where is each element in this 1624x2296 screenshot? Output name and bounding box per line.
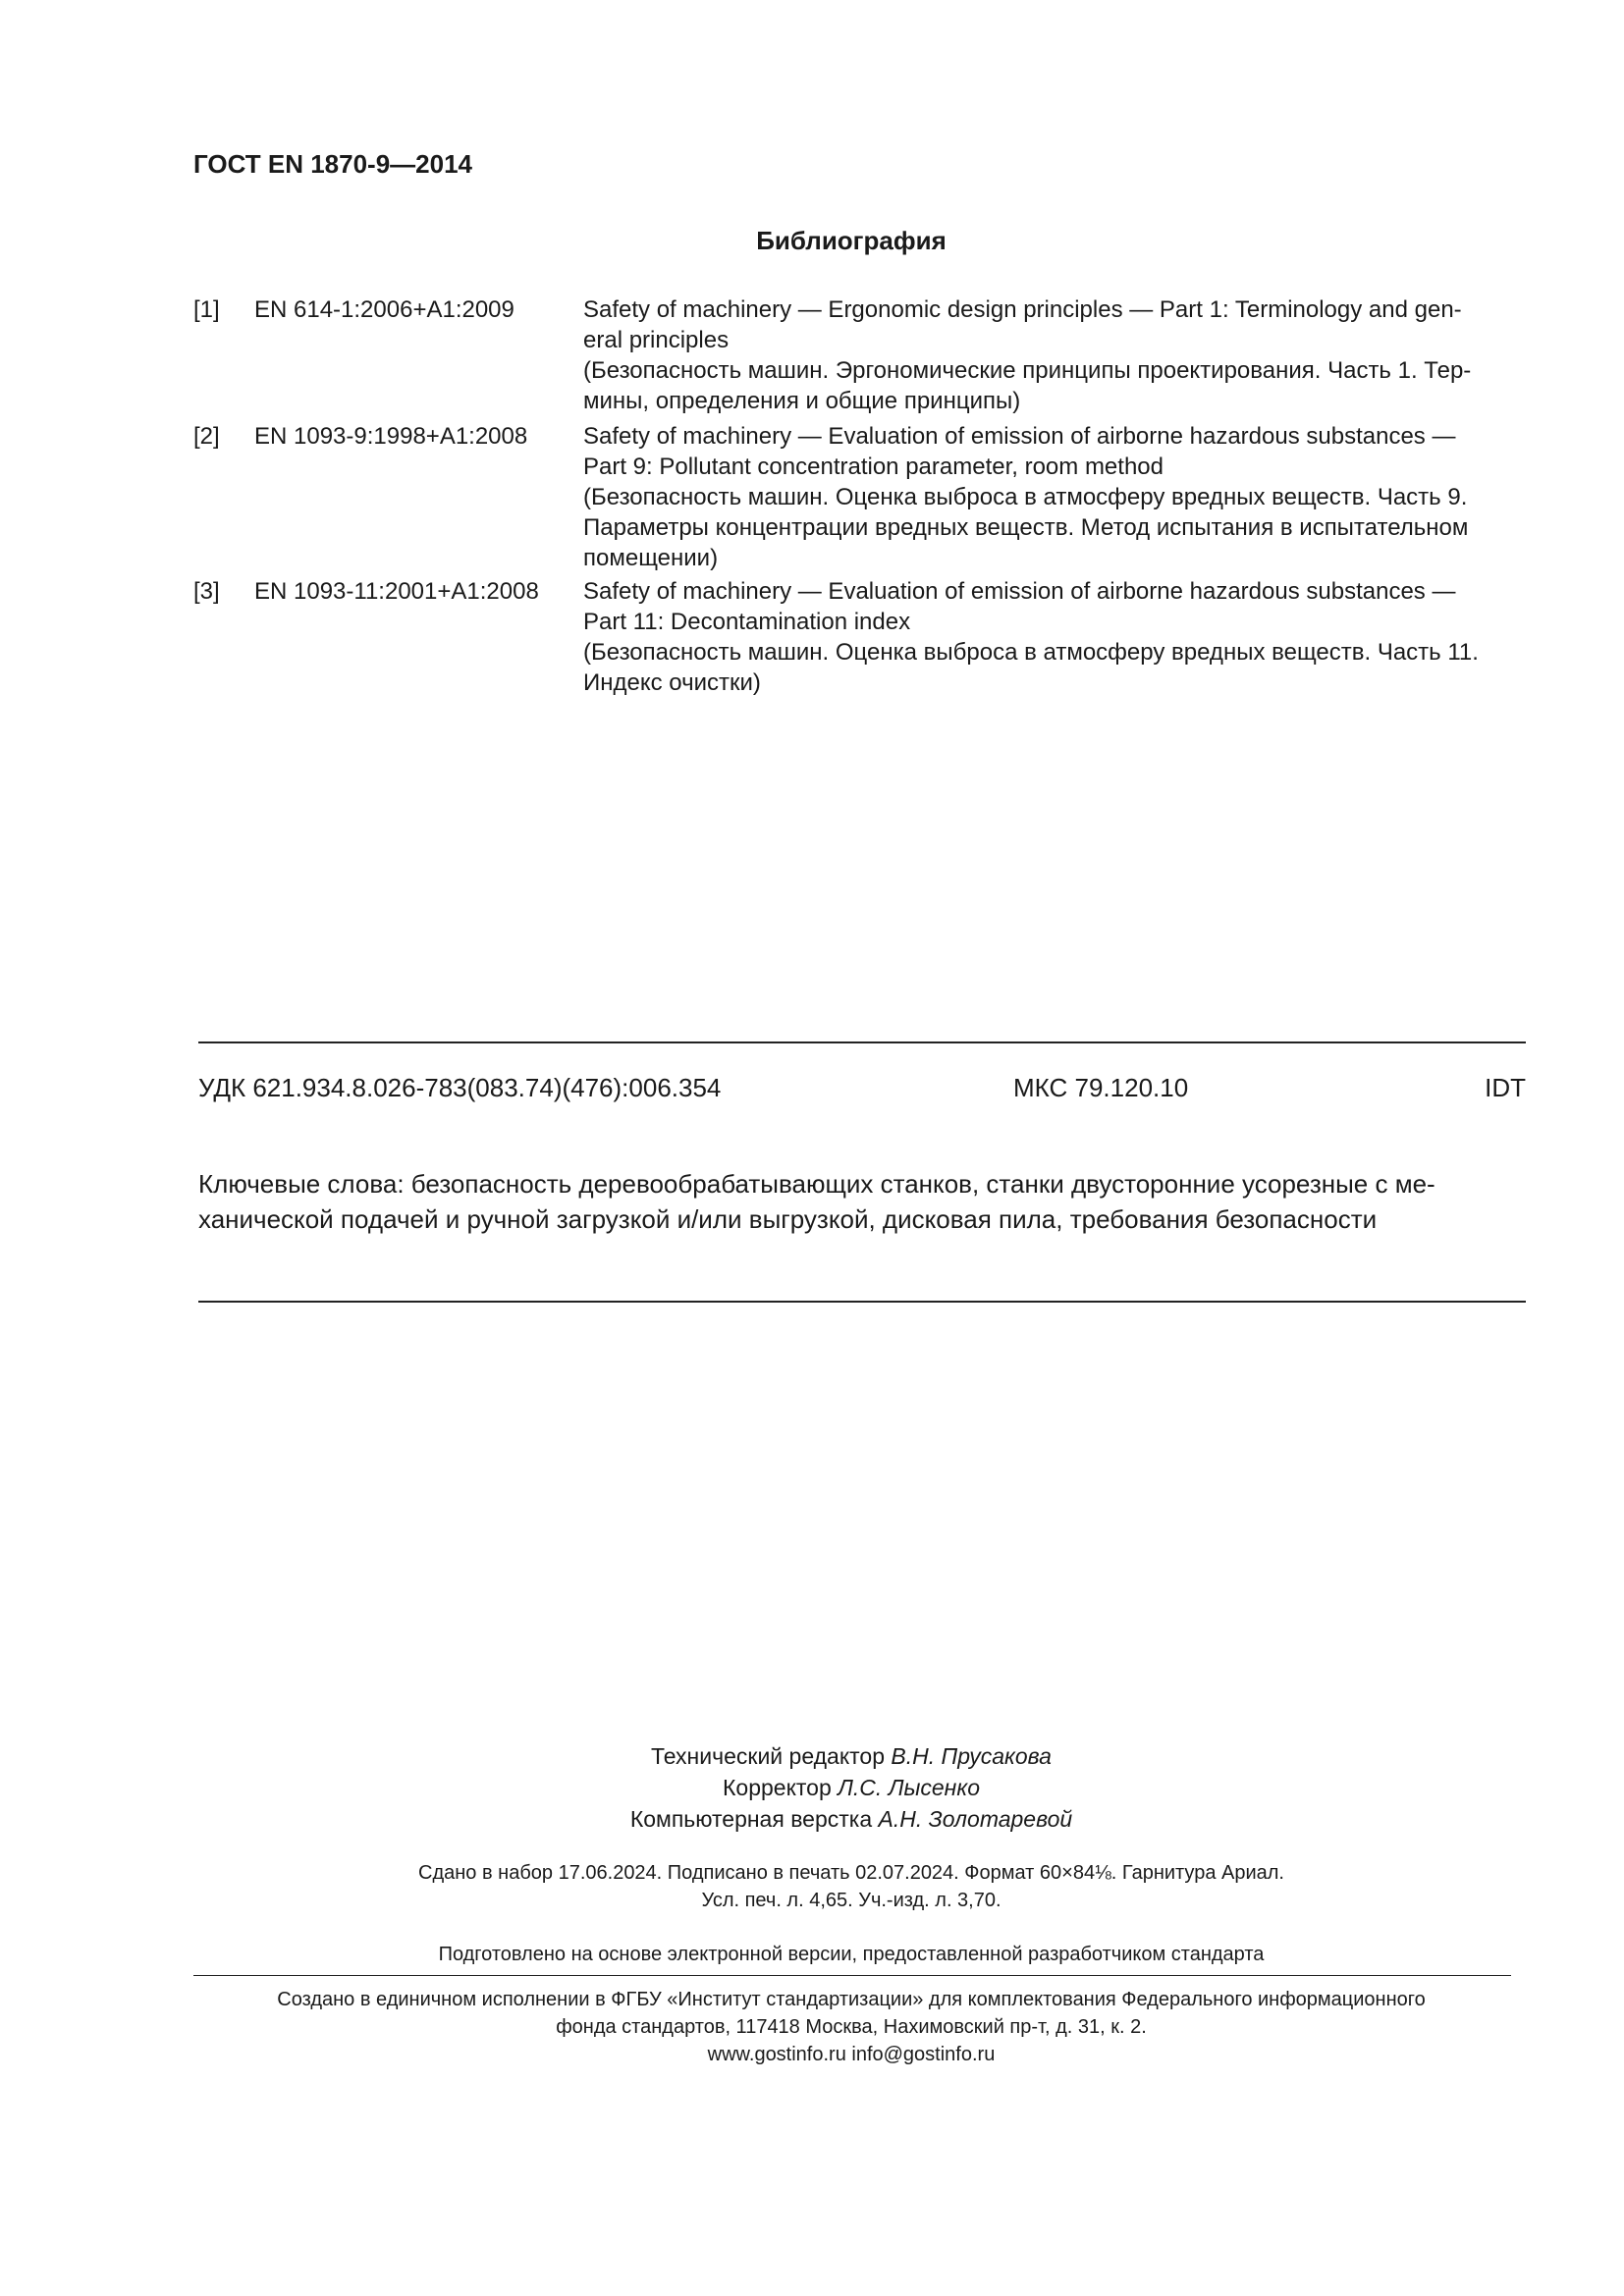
entry-number: [2] (193, 423, 220, 450)
credit-line (0, 1740, 1624, 1772)
credit-line (0, 1772, 1624, 1803)
publisher-line: Создано в единичном исполнении в ФГБУ «Институт стандартизации» для комплектования Федерального информационного (277, 1989, 1426, 2010)
publisher-contacts: www.gostinfo.ru info@gostinfo.ru (707, 2044, 996, 2065)
entry-code: EN 1093-11:2001+A1:2008 (254, 578, 539, 605)
credit-role: Компьютерная верстка (629, 1806, 873, 1832)
entry-line: (Безопасность машин. Эргономические принципы проектирования. Часть 1. Тер- (583, 357, 1472, 384)
entry-line: Part 9: Pollutant concentration parameter, room method (583, 454, 1164, 480)
document-code: ГОСТ EN 1870-9—2014 (193, 149, 472, 179)
bibliography-entry (193, 294, 1529, 416)
credit-name: В.Н. Прусакова (891, 1743, 1052, 1769)
credit-name: Л.С. Лысенко (838, 1775, 980, 1800)
entry-number: [3] (193, 578, 220, 605)
entry-number: [1] (193, 296, 220, 323)
idt-label: IDT (1485, 1073, 1526, 1102)
imprint-line: Усл. печ. л. 4,65. Уч.-изд. л. 3,70. (701, 1890, 1001, 1911)
entry-description (583, 294, 1529, 416)
mks-code: МКС 79.120.10 (1013, 1073, 1189, 1102)
entry-line: Part 11: Decontamination index (583, 609, 911, 635)
entry-line: Параметры концентрации вредных веществ. Метод испытания в испытательном (583, 514, 1469, 541)
bibliography-entry (193, 576, 1529, 698)
entry-line: Индекс очистки) (583, 669, 761, 696)
bibliography-title: Библиография (756, 226, 947, 255)
entry-line: Safety of machinery — Evaluation of emission of airborne hazardous substances — (583, 423, 1456, 450)
udk-code: УДК 621.934.8.026-783(083.74)(476):006.354 (198, 1073, 722, 1102)
entry-description (583, 421, 1529, 573)
keywords-line: Ключевые слова: безопасность деревообрабатывающих станков, станки двусторонние усорезные с ме- (198, 1169, 1435, 1199)
imprint-divider (193, 1975, 1511, 1976)
entry-line: мины, определения и общие принципы) (583, 388, 1021, 414)
entry-line: помещении) (583, 545, 719, 571)
credit-role: Корректор (723, 1775, 832, 1800)
imprint-line: Сдано в набор 17.06.2024. Подписано в печать 02.07.2024. Формат 60×84⅛. Гарнитура Ариал. (418, 1862, 1284, 1884)
entry-line: Safety of machinery — Ergonomic design principles — Part 1: Terminology and gen- (583, 296, 1462, 323)
keywords-block (198, 1166, 1526, 1237)
keywords-line: ханической подачей и ручной загрузкой и/или выгрузкой, дисковая пила, требования безопасности (198, 1204, 1378, 1234)
prepared-note: Подготовлено на основе электронной версии, предоставленной разработчиком стандарта (438, 1944, 1265, 1965)
credit-line (0, 1803, 1624, 1835)
credit-role: Технический редактор (651, 1743, 886, 1769)
entry-line: eral principles (583, 327, 730, 353)
entry-code: EN 1093-9:1998+A1:2008 (254, 423, 528, 450)
credit-name: А.Н. Золотаревой (878, 1806, 1073, 1832)
entry-line: (Безопасность машин. Оценка выброса в атмосферу вредных веществ. Часть 11. (583, 639, 1479, 666)
entry-line: Safety of machinery — Evaluation of emission of airborne hazardous substances — (583, 578, 1456, 605)
entry-line: (Безопасность машин. Оценка выброса в атмосферу вредных веществ. Часть 9. (583, 484, 1468, 510)
divider-top (198, 1041, 1526, 1043)
divider-bottom (198, 1301, 1526, 1303)
entry-description (583, 576, 1529, 698)
bibliography-entry (193, 421, 1529, 573)
publisher-line: фонда стандартов, 117418 Москва, Нахимовский пр-т, д. 31, к. 2. (556, 2016, 1147, 2038)
entry-code: EN 614-1:2006+A1:2009 (254, 296, 514, 323)
